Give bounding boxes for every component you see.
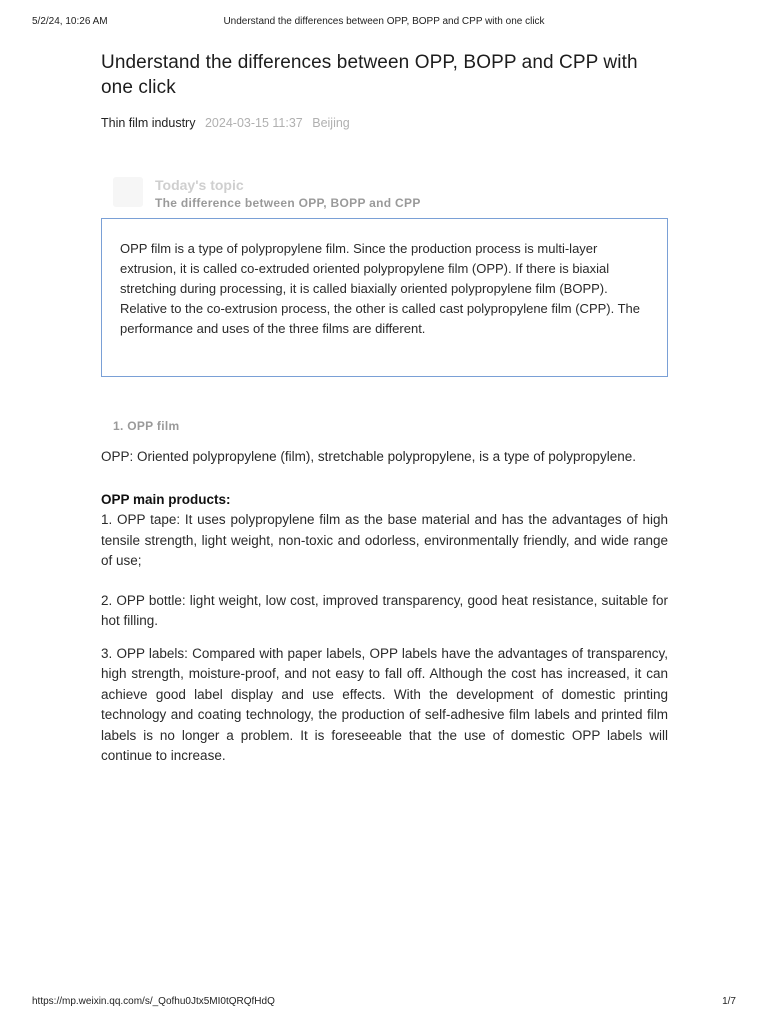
opp-definition: OPP: Oriented polypropylene (film), stretchable polypropylene, is a type of polypropylene. — [101, 449, 637, 464]
product-item-opp-bottle: 2. OPP bottle: light weight, low cost, improved transparency, good heat resistance, suitable for hot filling. — [101, 592, 668, 628]
print-url: https://mp.weixin.qq.com/s/_Qofhu0Jtx5MI0tQRQfHdQ — [32, 996, 275, 1007]
product-item-opp-labels: 3. OPP labels: Compared with paper labels, OPP labels have the advantages of transparency, high strength, moisture-proof, and not easy to fall off. Although the cost has increased, it can achieve good label display and use effects. With the development of domestic printing technology and coating technology, the production of self-adhesive film labels and printed film labels is no longer a problem. It is foreseeable that the use of domestic OPP labels will continue to increase. — [101, 645, 668, 763]
product-item-opp-tape: 1. OPP tape: It uses polypropylene film as the base material and has the advantages of high tensile strength, light weight, non-toxic and odorless, environmentally friendly, and wide range of use; — [101, 512, 668, 568]
print-datetime: 5/2/24, 10:26 AM — [32, 16, 108, 27]
intro-text: OPP film is a type of polypropylene film. Since the production process is multi-layer extrusion, it is called co-extruded oriented polypropylene film (OPP). If there is biaxial stretching during processing, it is called biaxially oriented polypropylene film (BOPP). Relative to the co-extrusion process, the other is called cast polypropylene film (CPP). The performance and uses of the three films are different. — [120, 241, 640, 336]
article-title: Understand the differences between OPP, BOPP and CPP with one click — [101, 52, 638, 98]
print-header — [32, 16, 736, 30]
topic-icon — [113, 177, 143, 207]
article-author[interactable]: Thin film industry — [101, 116, 196, 130]
article — [101, 50, 668, 767]
intro-box — [101, 218, 668, 377]
print-footer — [32, 996, 736, 1010]
products-heading: OPP main products: — [101, 491, 231, 507]
topic-banner — [101, 173, 668, 213]
page-indicator: 1/7 — [722, 996, 736, 1007]
topic-heading: Today's topic — [155, 177, 244, 193]
article-location: Beijing — [312, 116, 350, 130]
article-datetime: 2024-03-15 11:37 — [204, 116, 303, 130]
print-page-title: Understand the differences between OPP, BOPP and CPP with one click — [223, 16, 545, 27]
article-meta — [101, 115, 668, 131]
section-heading-opp-film: 1. OPP film — [113, 419, 180, 433]
topic-subtitle: The difference between OPP, BOPP and CPP — [155, 196, 421, 210]
